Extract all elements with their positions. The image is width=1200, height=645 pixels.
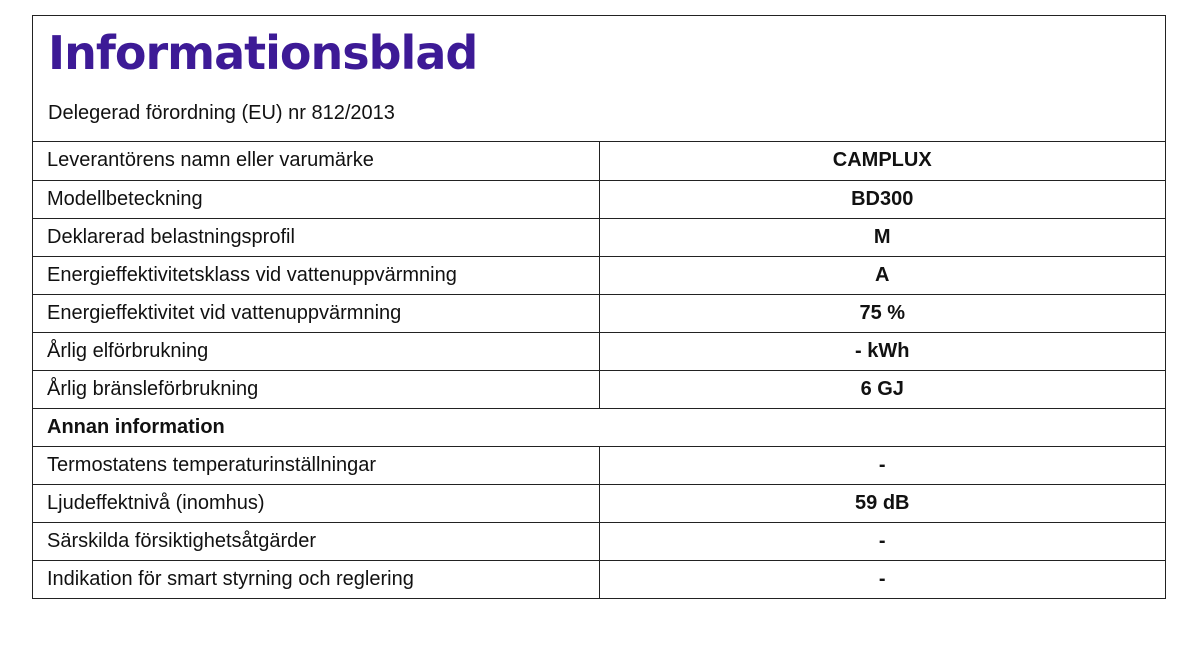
table-row — [33, 142, 1165, 180]
product-info-table — [33, 142, 1165, 598]
row-value: - — [599, 522, 1165, 560]
table-row — [33, 484, 1165, 522]
row-label: Årlig bränsleförbrukning — [33, 370, 599, 408]
table-row — [33, 294, 1165, 332]
table-row — [33, 560, 1165, 598]
row-label: Modellbeteckning — [33, 180, 599, 218]
table-row — [33, 256, 1165, 294]
row-value: - — [599, 446, 1165, 484]
regulation-reference: Delegerad förordning (EU) nr 812/2013 — [48, 102, 395, 124]
table-row — [33, 522, 1165, 560]
table-row — [33, 332, 1165, 370]
table-row — [33, 218, 1165, 256]
row-label: Energieffektivitet vid vattenuppvärmning — [33, 294, 599, 332]
table-row — [33, 446, 1165, 484]
sheet-header — [33, 16, 1165, 142]
section-row — [33, 408, 1165, 446]
row-value: BD300 — [599, 180, 1165, 218]
section-heading: Annan information — [33, 408, 1165, 446]
row-label: Särskilda försiktighetsåtgärder — [33, 522, 599, 560]
table-row — [33, 370, 1165, 408]
information-sheet — [32, 15, 1166, 599]
row-label: Leverantörens namn eller varumärke — [33, 142, 599, 180]
row-value: 6 GJ — [599, 370, 1165, 408]
row-label: Indikation för smart styrning och reglering — [33, 560, 599, 598]
row-value: A — [599, 256, 1165, 294]
row-value: M — [599, 218, 1165, 256]
row-value: 59 dB — [599, 484, 1165, 522]
row-value: 75 % — [599, 294, 1165, 332]
row-value: CAMPLUX — [832, 149, 932, 172]
row-label: Termostatens temperaturinställningar — [33, 446, 599, 484]
table-row — [33, 180, 1165, 218]
row-label: Deklarerad belastningsprofil — [33, 218, 599, 256]
row-label: Energieffektivitetsklass vid vattenuppvärmning — [33, 256, 599, 294]
page-title: Informationsblad — [48, 26, 478, 80]
row-value: - — [599, 560, 1165, 598]
row-label: Årlig elförbrukning — [33, 332, 599, 370]
row-value: - kWh — [599, 332, 1165, 370]
row-label: Ljudeffektnivå (inomhus) — [33, 484, 599, 522]
